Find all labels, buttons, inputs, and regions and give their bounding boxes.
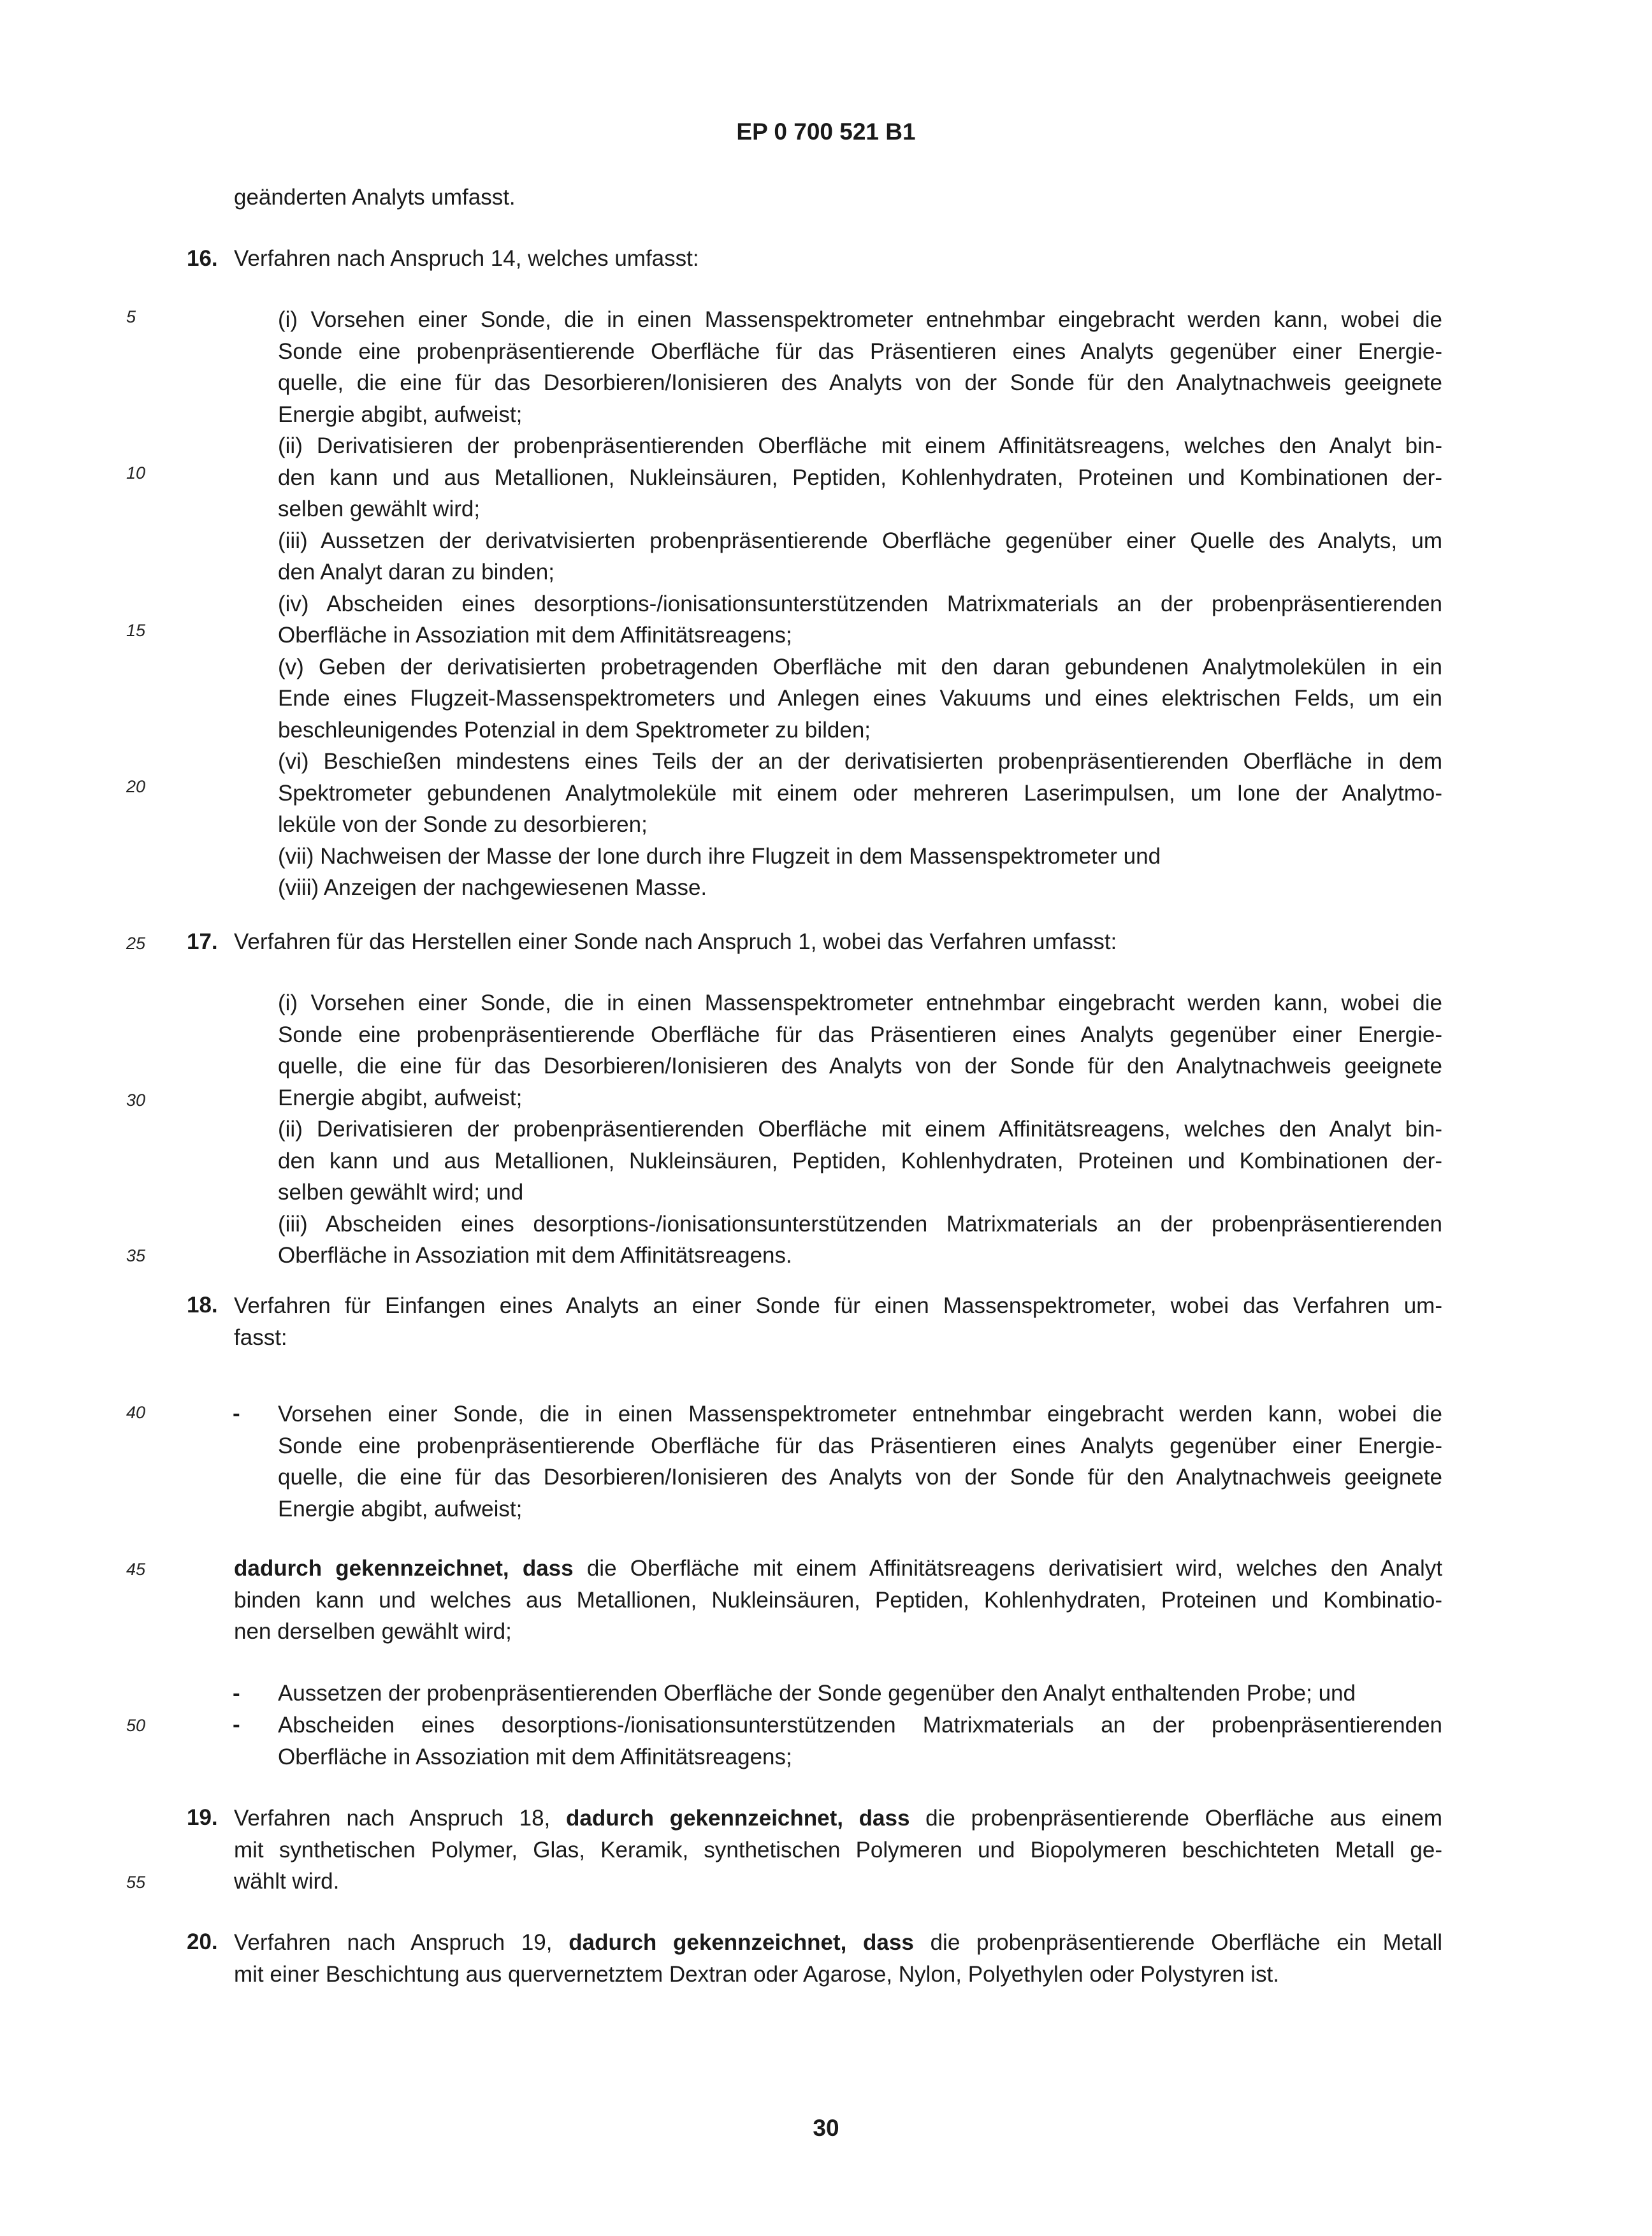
text-line: Sonde eine probenpräsentierende Oberfläche für das Präsentieren eines Analyts gegenüber einer Energie-	[278, 338, 1442, 364]
text-line: wählt wird.	[234, 1869, 340, 1894]
claim-text	[234, 1803, 1442, 1898]
list-dash: -	[233, 1712, 240, 1737]
line-number: 40	[126, 1403, 146, 1422]
claim-number: 16.	[187, 246, 218, 271]
line-number: 5	[126, 307, 136, 326]
text-line: selben gewählt wird;	[278, 497, 481, 521]
claim-step-list	[278, 987, 1442, 1272]
line-number: 20	[126, 777, 146, 796]
text-line: quelle, die eine für das Desorbieren/Ionisieren des Analyts von der Sonde für den Analytnachweis geeignete	[278, 370, 1442, 395]
text-line: Oberfläche in Assoziation mit dem Affinitätsreagens;	[278, 1744, 792, 1769]
line-number: 15	[126, 621, 146, 640]
list-dash: -	[233, 1401, 240, 1426]
text-fragment: die probenpräsentierende Oberfläche ein Metall	[913, 1930, 1442, 1955]
text-line: beschleunigendes Potenzial in dem Spektrometer zu bilden;	[278, 717, 871, 743]
text-line: (vi) Beschießen mindestens eines Teils der an der derivatisierten probenpräsentierenden Oberfläche in dem	[278, 749, 1442, 774]
text-line: (iii) Abscheiden eines desorptions-/ionisationsunterstützenden Matrixmaterials an der probenpräsentierenden	[278, 1211, 1442, 1237]
bold-phrase: dadurch gekennzeichnet, dass	[234, 1556, 574, 1581]
text-fragment: Verfahren nach Anspruch 18,	[234, 1806, 566, 1831]
bold-phrase: dadurch gekennzeichnet, dass	[569, 1930, 914, 1955]
text-line: Abscheiden eines desorptions-/ionisationsunterstützenden Matrixmaterials an der probenpräsentierenden	[278, 1713, 1442, 1738]
text-line: fasst:	[234, 1325, 287, 1350]
text-line: quelle, die eine für das Desorbieren/Ionisieren des Analyts von der Sonde für den Analytnachweis geeignete	[278, 1054, 1442, 1078]
bold-phrase: dadurch gekennzeichnet, dass	[565, 1806, 910, 1831]
characterizing-clause	[234, 1553, 1442, 1648]
claim-number: 20.	[187, 1929, 218, 1954]
text-line: (i) Vorsehen einer Sonde, die in einen Massenspektrometer entnehmbar eingebracht werden kann, wobei die	[278, 307, 1442, 332]
text-line: den kann und aus Metallionen, Nukleinsäuren, Peptiden, Kohlenhydraten, Proteinen und Kombinationen der-	[278, 1148, 1442, 1173]
text-line: Oberfläche in Assoziation mit dem Affinitätsreagens.	[278, 1243, 792, 1268]
text-line: Energie abgibt, aufweist;	[278, 1085, 523, 1110]
text-line: binden kann und welches aus Metallionen, Nukleinsäuren, Peptiden, Kohlenhydraten, Proteinen und Kombinatio-	[234, 1587, 1442, 1613]
text-line: Sonde eine probenpräsentierende Oberfläche für das Präsentieren eines Analyts gegenüber einer Energie-	[278, 1433, 1442, 1458]
line-number: 50	[126, 1716, 146, 1735]
text-line: mit einer Beschichtung aus quervernetztem Dextran oder Agarose, Nylon, Polyethylen oder Polystyren ist.	[234, 1961, 1279, 1987]
continuation-text: geänderten Analyts umfasst.	[234, 185, 516, 210]
text-fragment: die probenpräsentierende Oberfläche aus einem	[909, 1806, 1442, 1831]
claim-text	[234, 1927, 1442, 1990]
text-line: (iv) Abscheiden eines desorptions-/ionisationsunterstützenden Matrixmaterials an der probenpräsentierenden	[278, 591, 1442, 616]
text-line: selben gewählt wird; und	[278, 1180, 524, 1205]
text-line: leküle von der Sonde zu desorbieren;	[278, 812, 648, 837]
list-item	[278, 1710, 1442, 1773]
line-number: 55	[126, 1873, 146, 1892]
claim-intro	[234, 1290, 1442, 1353]
line-number: 10	[126, 463, 146, 483]
line-number: 45	[126, 1560, 146, 1579]
document-header: EP 0 700 521 B1	[736, 119, 916, 145]
text-line: Energie abgibt, aufweist;	[278, 1496, 523, 1521]
claim-step-list	[278, 304, 1442, 904]
line-number: 25	[126, 934, 146, 953]
text-line	[234, 1553, 1442, 1585]
text-line: mit synthetischen Polymer, Glas, Keramik, synthetischen Polymeren und Biopolymeren beschichteten Metall ge-	[234, 1837, 1442, 1862]
text-line: Energie abgibt, aufweist;	[278, 402, 523, 427]
claim-intro: Verfahren für das Herstellen einer Sonde nach Anspruch 1, wobei das Verfahren umfasst:	[234, 929, 1117, 954]
text-line	[234, 1803, 1442, 1834]
line-number: 35	[126, 1246, 146, 1265]
text-line: den Analyt daran zu binden;	[278, 560, 554, 584]
text-line: (ii) Derivatisieren der probenpräsentierenden Oberfläche mit einem Affinitätsreagens, welches den Analyt bin-	[278, 1117, 1442, 1142]
claim-number: 19.	[187, 1805, 218, 1830]
text-line: (i) Vorsehen einer Sonde, die in einen Massenspektrometer entnehmbar eingebracht werden kann, wobei die	[278, 991, 1442, 1015]
text-line: quelle, die eine für das Desorbieren/Ionisieren des Analyts von der Sonde für den Analytnachweis geeignete	[278, 1465, 1442, 1490]
text-line: (ii) Derivatisieren der probenpräsentierenden Oberfläche mit einem Affinitätsreagens, welches den Analyt bin-	[278, 433, 1442, 458]
text-line	[234, 1927, 1442, 1959]
text-line: Verfahren für Einfangen eines Analyts an einer Sonde für einen Massenspektrometer, wobei das Verfahren um-	[234, 1293, 1442, 1318]
text-line: Sonde eine probenpräsentierende Oberfläche für das Präsentieren eines Analyts gegenüber einer Energie-	[278, 1022, 1442, 1047]
text-line: den kann und aus Metallionen, Nukleinsäuren, Peptiden, Kohlenhydraten, Proteinen und Kombinationen der-	[278, 465, 1442, 490]
text-line: Spektrometer gebundenen Analytmoleküle mit einem oder mehreren Laserimpulsen, um Ione der Analytmo-	[278, 780, 1442, 806]
claim-number: 17.	[187, 929, 218, 954]
text-line: Ende eines Flugzeit-Massenspektrometers und Anlegen eines Vakuums und eines elektrischen Felds, um ein	[278, 686, 1442, 711]
text-line: (vii) Nachweisen der Masse der Ione durch ihre Flugzeit in dem Massenspektrometer und	[278, 843, 1161, 869]
text-line: (iii) Aussetzen der derivatvisierten probenpräsentierende Oberfläche gegenüber einer Quelle des Analyts, um	[278, 528, 1442, 553]
text-line: nen derselben gewählt wird;	[234, 1619, 512, 1644]
list-dash: -	[233, 1681, 240, 1706]
list-item	[278, 1398, 1442, 1525]
text-fragment: Verfahren nach Anspruch 19,	[234, 1930, 569, 1955]
claim-number: 18.	[187, 1293, 218, 1318]
claim-intro: Verfahren nach Anspruch 14, welches umfasst:	[234, 246, 699, 271]
text-fragment: die Oberfläche mit einem Affinitätsreagens derivatisiert wird, welches den Analyt	[573, 1556, 1442, 1581]
page-number: 30	[813, 2115, 839, 2141]
list-item: Aussetzen der probenpräsentierenden Oberfläche der Sonde gegenüber den Analyt enthaltenden Probe; und	[278, 1681, 1356, 1706]
text-line: (v) Geben der derivatisierten probetragenden Oberfläche mit den daran gebundenen Analytmolekülen in ein	[278, 654, 1442, 679]
text-line: Vorsehen einer Sonde, die in einen Massenspektrometer entnehmbar eingebracht werden kann, wobei die	[278, 1402, 1442, 1427]
text-line: (viii) Anzeigen der nachgewiesenen Masse.	[278, 875, 707, 900]
line-number: 30	[126, 1091, 146, 1110]
text-line: Oberfläche in Assoziation mit dem Affinitätsreagens;	[278, 623, 792, 648]
